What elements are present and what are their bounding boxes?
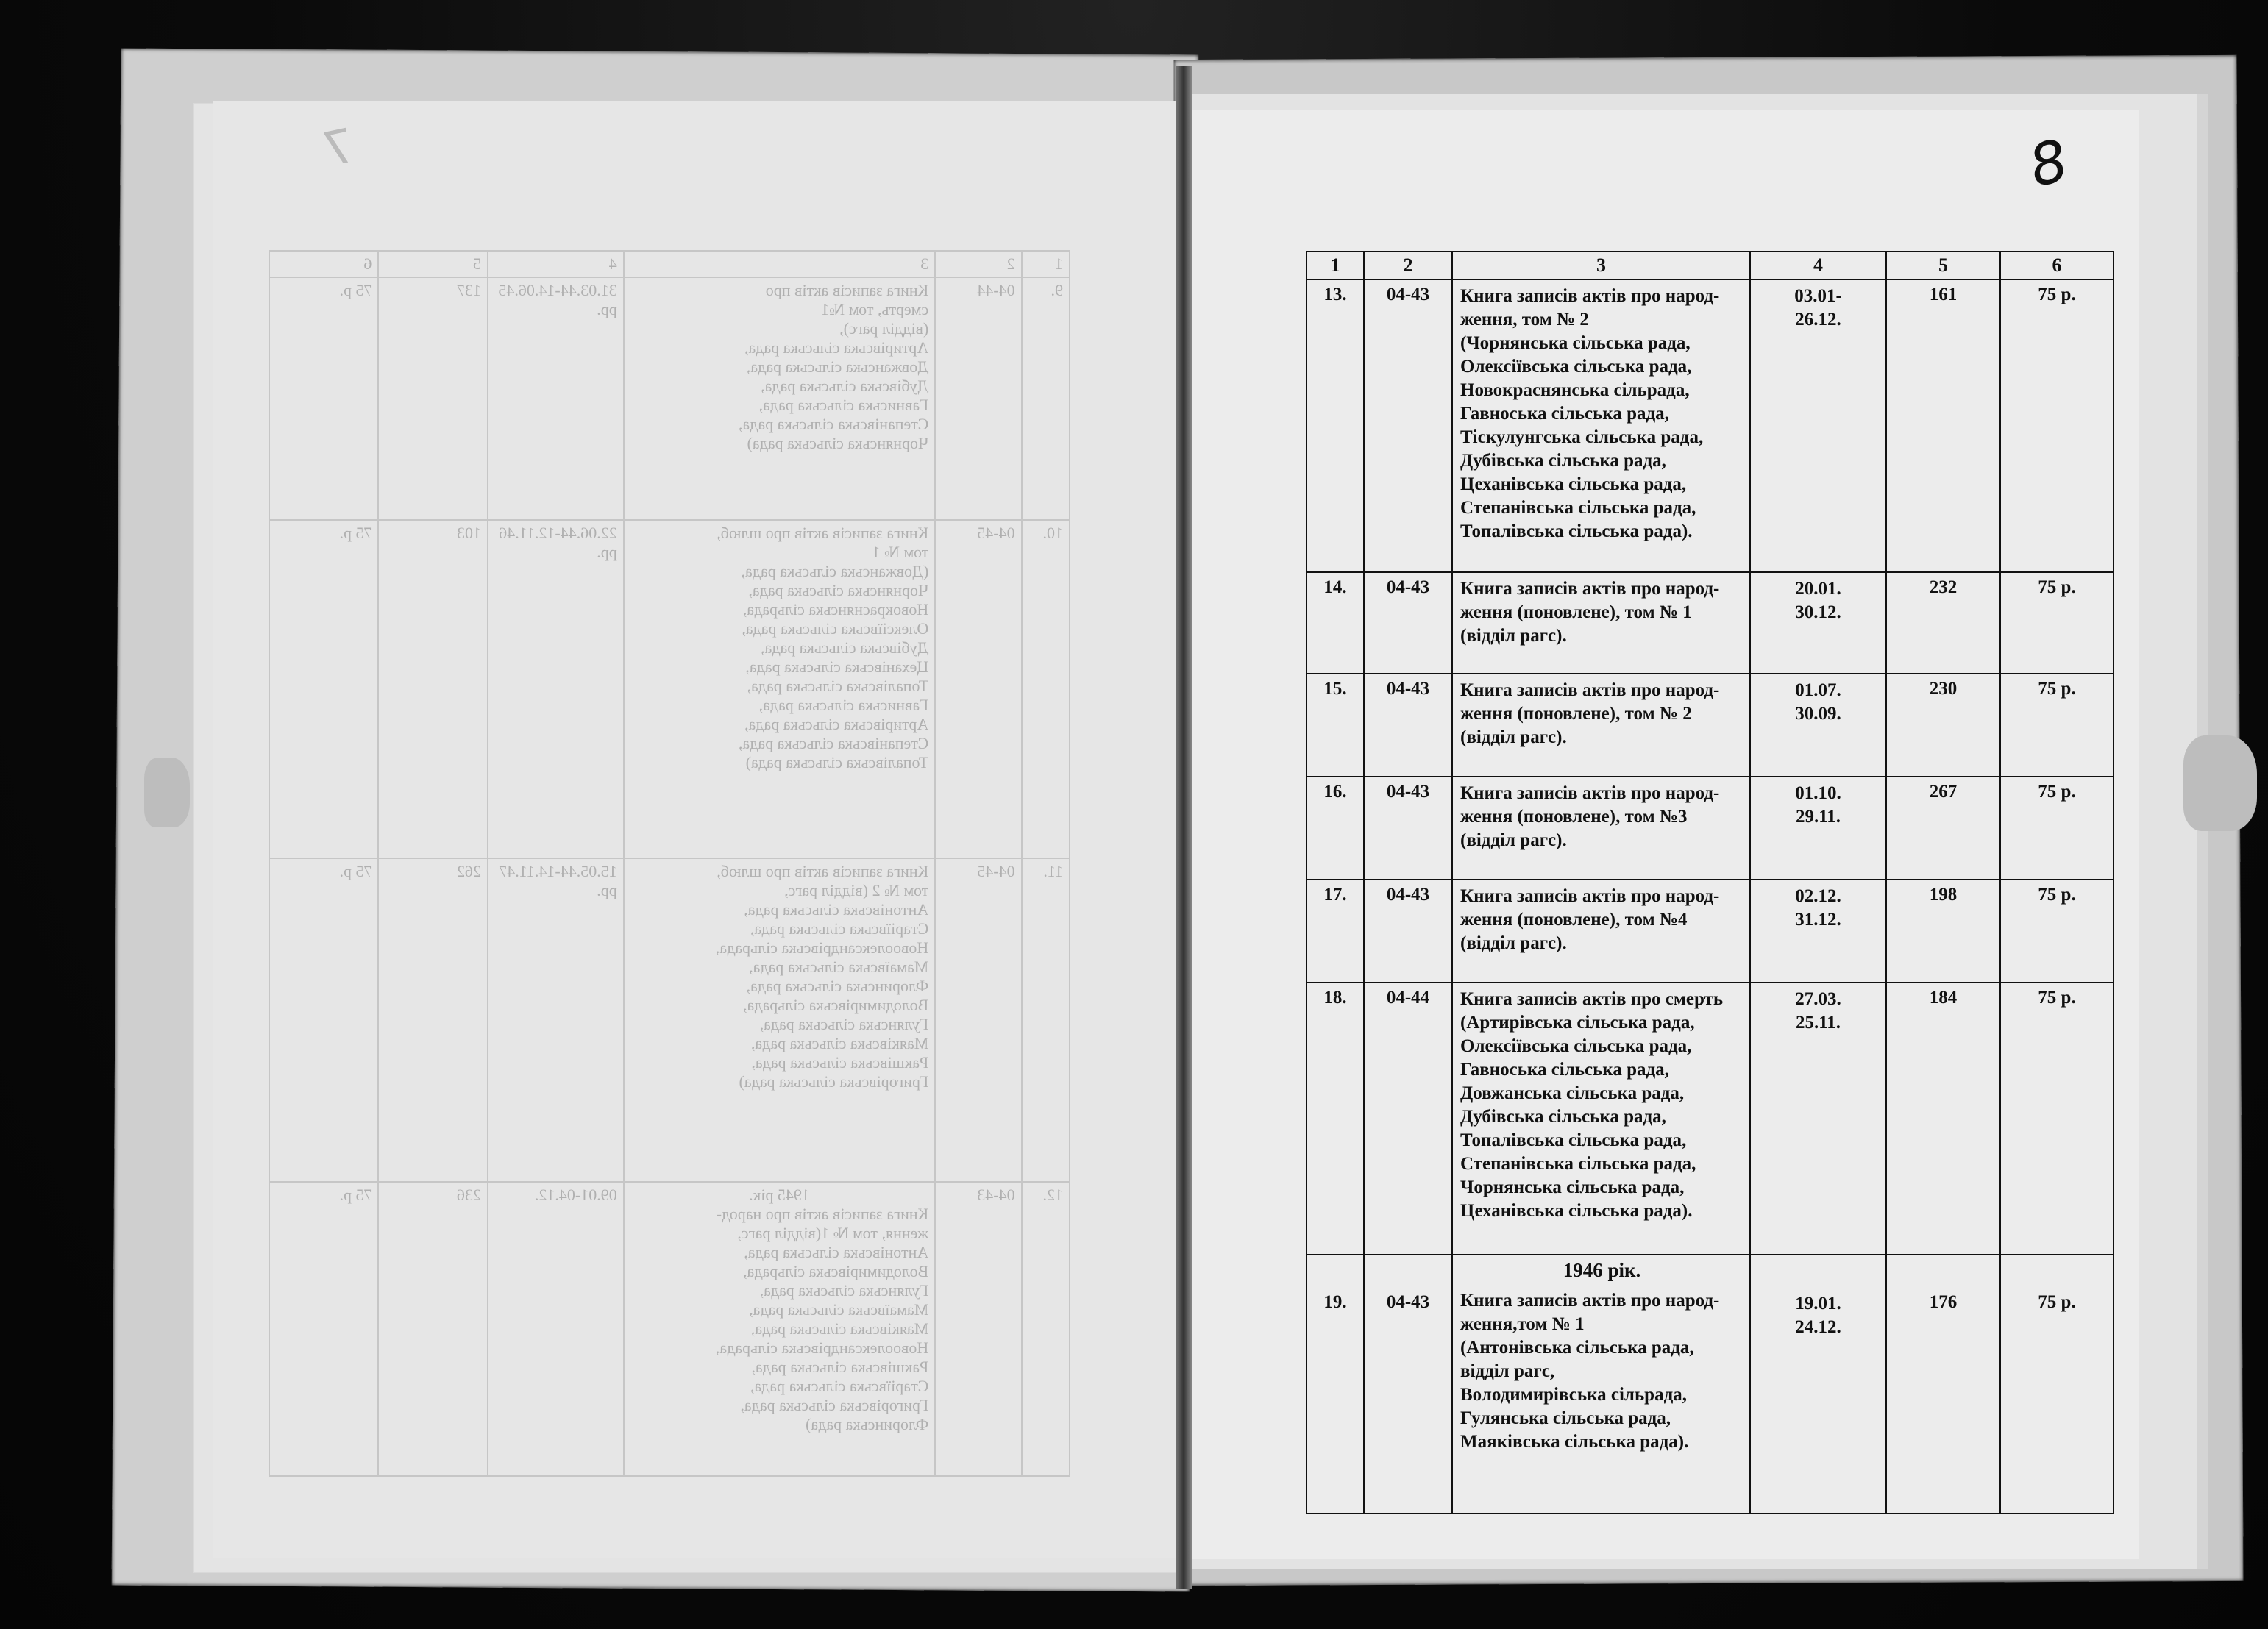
ghost-line: (Довжанська сільська рада, [741,562,929,580]
date-start: 27.03. [1795,989,1841,1009]
date-start: 20.01. [1795,579,1841,599]
row-dates [1750,572,1886,674]
row-code-value: 04-43 [1386,1292,1430,1312]
row-dates [1750,1255,1886,1514]
description-line: Гавноська сільська рада, [1460,404,1669,424]
row-term: 75 р. [2000,279,2114,572]
right-page-number: 8 [2022,127,2075,201]
ghost-line: Дубівська сільська рада, [761,377,929,395]
ghost-cell-dates: 15.05.44-14.11.47 рр. [488,858,624,1182]
row-description [1452,777,1750,880]
ghost-line: Ракшівська сільська рада, [751,1358,929,1376]
ghost-line: Флоринська сільська рада, [746,977,929,995]
description-line: (відділ рагс). [1460,626,1567,646]
ghost-line: Мамаївська сільська рада, [749,958,929,976]
row-code: 04-44 [1364,983,1452,1255]
description-line: Новокраснянська сільрада, [1460,380,1690,400]
header-row [1307,252,2114,279]
ghost-cell-count: 262 [379,858,488,1182]
ghost-cell-count: 236 [379,1182,488,1476]
ghost-cell-num: 10. [1022,520,1070,858]
ghost-register-table [269,250,1070,1477]
description-line: ження (поновлене), том № 1 [1460,602,1692,622]
description-line: Степанівська сільська рада, [1460,1154,1696,1174]
date-start: 02.12. [1795,886,1841,906]
row-dates [1750,279,1886,572]
header-cell-2: 2 [1364,252,1452,279]
description-line: Тіскулунгська сільська рада, [1460,427,1704,447]
right-binding-tab [2183,735,2257,831]
row-dates [1750,674,1886,777]
date-start: 01.07. [1795,680,1841,700]
ghost-line: Артирівська сільська рада, [744,338,929,357]
ghost-line: Степанівська сільська рада, [738,415,929,433]
bleed-through-table [269,250,1070,1500]
row-count: 198 [1886,880,2000,983]
ghost-line: Гавниська сільська рада, [758,696,929,714]
row-number [1307,1255,1364,1514]
description-line: Олексіївська сільська рада, [1460,357,1692,377]
description-line: Книга записів актів про народ- [1460,783,1720,803]
row-count: 267 [1886,777,2000,880]
description-line: (Артирівська сільська рада, [1460,1013,1695,1033]
ghost-cell-code: 04-45 [935,520,1021,858]
date-end: 24.12. [1795,1317,1841,1337]
ghost-line: (відділ рагс), [839,319,929,338]
description-line: Книга записів актів про народ- [1460,680,1720,700]
header-cell-3: 3 [1452,252,1750,279]
description-line: ження (поновлене), том №4 [1460,910,1688,930]
description-line: Книга записів актів про смерть [1460,989,1724,1009]
row-number: 16. [1307,777,1364,880]
ghost-header-row [269,251,1070,277]
ghost-line: Антонівська сільська рада, [744,1243,929,1261]
ghost-cell-dates: 31.03.44-14.06.45 рр. [488,277,624,520]
row-number-value: 19. [1323,1292,1347,1312]
row-term: 75 р. [2000,674,2114,777]
date-end: 31.12. [1795,910,1841,930]
row-description [1452,1255,1750,1514]
description-line: Довжанська сільська рада, [1460,1083,1685,1103]
description-line: Олексіївська сільська рада, [1460,1036,1692,1056]
ghost-cell-term: 75 р. [269,858,379,1182]
description-line: Чорнянська сільська рада, [1460,1177,1685,1197]
ghost-line: Новоолександрівська сільрада, [715,938,929,957]
ghost-cell-desc [624,520,936,858]
table-row [1307,983,2114,1255]
ghost-line: Олексіївська сільська рада, [742,619,929,638]
ghost-header-cell: 5 [379,251,488,277]
ghost-line: Флоринська рада) [806,1415,929,1433]
ghost-cell-code: 04-45 [935,858,1021,1182]
description-line: ження,том № 1 [1460,1314,1585,1334]
ghost-line: Книга записів актів про [765,281,929,299]
table-row [1307,572,2114,674]
ghost-cell-term: 75 р. [269,1182,379,1476]
date-start: 01.10. [1795,783,1841,803]
description-line: (відділ рагс). [1460,727,1567,747]
ghost-line: Маяківська сільська рада, [750,1034,929,1052]
ghost-cell-desc [624,858,936,1182]
row-code: 04-43 [1364,777,1452,880]
ghost-line: Ракшівська сільська рада, [751,1053,929,1072]
header-cell-4: 4 [1750,252,1886,279]
ghost-row [269,277,1070,520]
ghost-year: 1945 рік. [749,1186,810,1204]
ghost-line: Новоолександрівська сільрада, [715,1339,929,1357]
ghost-line: Топалівська сільська рада) [745,753,929,771]
ghost-header-cell: 2 [935,251,1021,277]
ghost-line: Довжанська сільська рада, [746,357,929,376]
ghost-line: Мамаївська сільська рада, [749,1300,929,1319]
row-count: 232 [1886,572,2000,674]
ghost-line: ження, том № 1(відділ рагс, [737,1224,929,1242]
description-line: Володимирівська сільрада, [1460,1385,1687,1405]
description-line: Маяківська сільська рада). [1460,1432,1689,1452]
date-end: 30.12. [1795,602,1841,622]
row-dates [1750,777,1886,880]
description-line: Книга записів актів про народ- [1460,286,1720,306]
date-end: 26.12. [1795,310,1841,329]
table-row [1307,674,2114,777]
ghost-line: Гавниська сільська рада, [758,396,929,414]
description-line: Топалівська сільська рада, [1460,1130,1687,1150]
row-description [1452,983,1750,1255]
ghost-line: том № 1 [872,543,929,561]
ghost-line: Антонівська сільська рада, [744,900,929,919]
row-description [1452,674,1750,777]
row-code: 04-43 [1364,572,1452,674]
row-description [1452,279,1750,572]
table-row [1307,777,2114,880]
ghost-line: Чорнянська сільська рада) [747,434,929,452]
row-term: 75 р. [2000,983,2114,1255]
description-line: Дубівська сільська рада, [1460,451,1666,471]
description-line: Степанівська сільська рада, [1460,498,1696,518]
date-end: 25.11. [1795,1013,1841,1033]
table-row [1307,279,2114,572]
ghost-cell-num: 11. [1022,858,1070,1182]
row-count [1886,1255,2000,1514]
ghost-line: Топалівська сільська рада, [747,677,929,695]
description-line: Гавноська сільська рада, [1460,1060,1669,1080]
ghost-cell-dates: 09.01-04.12. [488,1182,624,1476]
ghost-cell-count: 137 [379,277,488,520]
ghost-header-cell: 3 [624,251,936,277]
description-line: ження (поновлене), том №3 [1460,807,1688,827]
description-line: Цеханівська сільська рада). [1460,1201,1693,1221]
row-term: 75 р. [2000,880,2114,983]
ghost-header-cell: 6 [269,251,379,277]
ghost-line: смерть, том №1 [821,300,929,318]
row-count: 230 [1886,674,2000,777]
row-code: 04-43 [1364,279,1452,572]
ghost-line: Дубівська сільська рада, [761,638,929,657]
row-dates [1750,880,1886,983]
ghost-line: Старіївська сільська рада, [750,1377,929,1395]
row-code: 04-43 [1364,880,1452,983]
description-line: відділ рагс, [1460,1361,1555,1381]
year-heading: 1946 рік. [1563,1259,1641,1281]
ghost-header-cell: 4 [488,251,624,277]
ghost-cell-term: 75 р. [269,277,379,520]
left-page-number: 7 [318,118,359,179]
date-end: 30.09. [1795,704,1841,724]
ghost-line: Маяківська сільська рада, [750,1319,929,1338]
description-line: Книга записів актів про народ- [1460,1291,1720,1311]
row-number: 18. [1307,983,1364,1255]
description-line: (Чорнянська сільська рада, [1460,333,1691,353]
header-cell-5: 5 [1886,252,2000,279]
ghost-cell-dates: 22.06.44-12.11.46 рр. [488,520,624,858]
ghost-row [269,520,1070,858]
ghost-cell-count: 103 [379,520,488,858]
ghost-header-cell: 1 [1022,251,1070,277]
ghost-line: Книга записів актів про шлюб, [717,524,929,542]
ghost-cell-code: 04-44 [935,277,1021,520]
row-number: 13. [1307,279,1364,572]
ghost-cell-num: 12. [1022,1182,1070,1476]
ghost-line: Володимирівська сільрада, [743,996,929,1014]
description-line: ження (поновлене), том № 2 [1460,704,1692,724]
row-number: 17. [1307,880,1364,983]
ghost-line: Степанівська сільська рада, [738,734,929,752]
row-term: 75 р. [2000,777,2114,880]
ghost-row [269,858,1070,1182]
row-count: 161 [1886,279,2000,572]
ghost-line: Чорнянська сільська рада, [748,581,929,599]
table-row [1307,1255,2114,1514]
ghost-line: Старіївська сільська рада, [750,919,929,938]
description-line: Книга записів актів про народ- [1460,579,1720,599]
ghost-line: Артирівська сільська рада, [744,715,929,733]
row-description [1452,880,1750,983]
ghost-cell-code: 04-43 [935,1182,1021,1476]
row-code: 04-43 [1364,674,1452,777]
ghost-line: Гулянська сільська рада, [759,1281,929,1300]
register-table [1306,251,2114,1514]
row-term-value: 75 р. [2038,1292,2076,1312]
description-line: (відділ рагс). [1460,933,1567,953]
header-cell-1: 1 [1307,252,1364,279]
table-row [1307,880,2114,983]
description-line: (відділ рагс). [1460,830,1567,850]
row-count: 184 [1886,983,2000,1255]
row-dates [1750,983,1886,1255]
left-binding-tab [144,758,190,827]
ghost-cell-desc [624,1182,936,1476]
date-end: 29.11. [1795,807,1841,827]
date-start: 03.01- [1794,286,1842,306]
description-line: (Антонівська сільська рада, [1460,1338,1694,1358]
ghost-line: Книга записів актів про народ- [716,1205,929,1223]
ghost-line: Володимирівська сільрада, [743,1262,929,1280]
ghost-row [269,1182,1070,1476]
description-line: Гулянська сільська рада, [1460,1408,1671,1428]
description-line: Цеханівська сільська рада, [1460,474,1687,494]
description-line: Дубівська сільська рада, [1460,1107,1666,1127]
ghost-line: Григорівська сільська рада, [740,1396,929,1414]
description-line: Книга записів актів про народ- [1460,886,1720,906]
ghost-cell-num: 9. [1022,277,1070,520]
ghost-line: Книга записів актів про шлюб, [717,862,929,880]
ghost-cell-desc [624,277,936,520]
ghost-line: том № 2 (відділ рагс, [784,881,929,899]
row-number: 15. [1307,674,1364,777]
description-line: Топалівська сільська рада). [1460,521,1693,541]
row-code [1364,1255,1452,1514]
ghost-line: Цеханівська сільська рада, [745,657,929,676]
binding-spine [1176,66,1192,1589]
row-term: 75 р. [2000,572,2114,674]
ghost-cell-term: 75 р. [269,520,379,858]
ghost-line: Гулянська сільська рада, [759,1015,929,1033]
ghost-line: Новокраснянська сільрада, [742,600,929,619]
date-start: 19.01. [1795,1294,1841,1313]
ghost-line: Григорівська сільська рада) [739,1072,929,1091]
row-count-value: 176 [1929,1292,1958,1312]
description-line: ження, том № 2 [1460,310,1589,329]
row-term [2000,1255,2114,1514]
row-description [1452,572,1750,674]
row-number: 14. [1307,572,1364,674]
header-cell-6: 6 [2000,252,2114,279]
